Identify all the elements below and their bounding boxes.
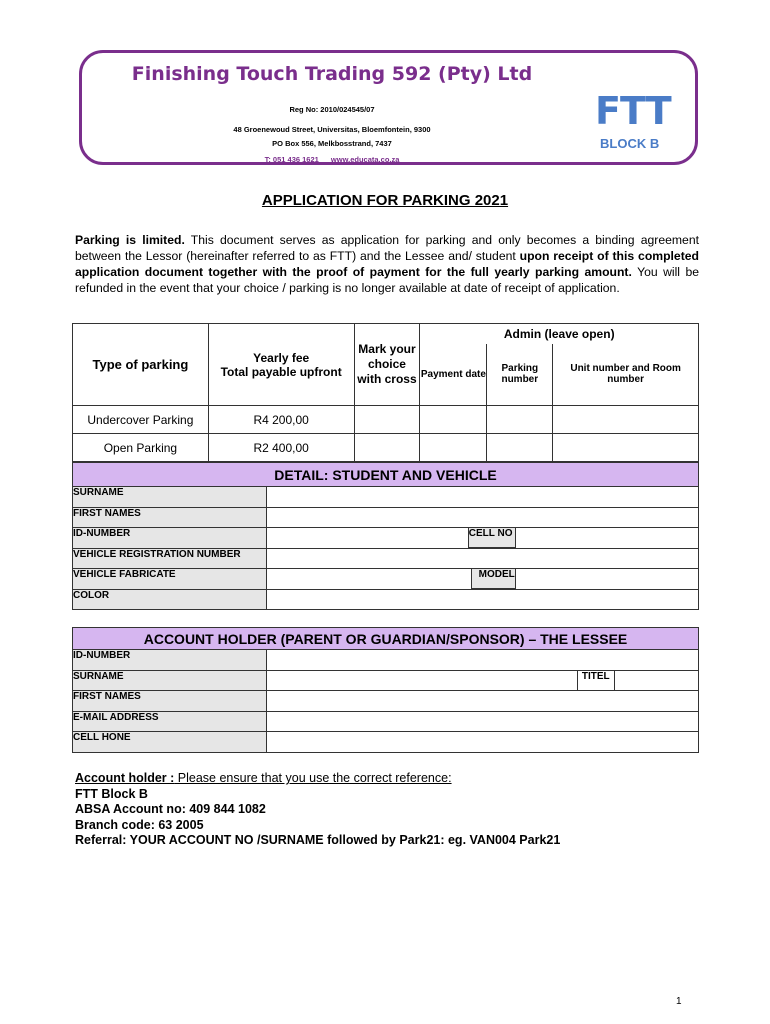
website-link[interactable]: www.educata.co.za xyxy=(330,155,400,164)
parking-table xyxy=(72,323,699,462)
color-label: COLOR xyxy=(73,589,267,610)
parking-number-cell xyxy=(487,434,553,462)
student-form xyxy=(72,486,699,610)
vehicle-reg-field[interactable] xyxy=(266,548,698,569)
account-line-4: Referral: YOUR ACCOUNT NO /SURNAME followed by Park21: eg. VAN004 Park21 xyxy=(75,833,561,847)
col-payment-header: Payment date xyxy=(420,344,487,406)
titel-label: TITEL xyxy=(577,670,615,691)
col-fee-line2: Total payable upfront xyxy=(220,364,342,379)
intro-text-2: You will be refunded in the event that your choice / parking is no longer available at date of receipt of application. xyxy=(75,265,699,295)
cell-no-label: CELL NO xyxy=(468,527,516,548)
reg-number: Reg No: 2010/024545/07 xyxy=(289,105,375,114)
vehicle-reg-label: VEHICLE REGISTRATION NUMBER xyxy=(73,548,267,569)
block-label: BLOCK B xyxy=(600,136,660,151)
contact-line xyxy=(82,155,582,164)
id-number-label: ID-NUMBER xyxy=(73,528,267,549)
intro-bold-2: upon receipt of this completed application document together with the proof of payment for the full yearly parking amount. xyxy=(75,249,699,279)
acc-cell-label: CELL HONE xyxy=(73,732,267,753)
account-holder-label: Account holder : xyxy=(75,771,175,785)
acc-id-number-label: ID-NUMBER xyxy=(73,650,267,671)
table-row xyxy=(73,434,699,462)
company-name: Finishing Touch Trading 592 (Pty) Ltd xyxy=(131,63,533,85)
surname-field[interactable] xyxy=(266,487,698,508)
model-label: MODEL xyxy=(471,568,516,589)
account-info xyxy=(75,771,560,849)
col-fee-header xyxy=(208,324,354,406)
unit-room-cell xyxy=(553,406,699,434)
acc-first-names-label: FIRST NAMES xyxy=(73,691,267,712)
col-unit-header: Unit number and Room number xyxy=(553,344,699,406)
mark-cell[interactable] xyxy=(354,406,420,434)
payment-date-cell xyxy=(420,434,487,462)
first-names-label: FIRST NAMES xyxy=(73,507,267,528)
parking-fee: R4 200,00 xyxy=(208,406,354,434)
account-holder-text: Please ensure that you use the correct reference: xyxy=(174,771,452,785)
student-section-heading: DETAIL: STUDENT AND VEHICLE xyxy=(72,462,699,487)
parking-number-cell xyxy=(487,406,553,434)
col-parking-header: Parking number xyxy=(487,344,553,406)
acc-first-names-field[interactable] xyxy=(266,691,698,712)
parking-type: Open Parking xyxy=(73,434,209,462)
acc-surname-label: SURNAME xyxy=(73,670,267,691)
col-type-header: Type of parking xyxy=(73,324,209,406)
account-holder-line xyxy=(75,771,560,787)
first-names-field[interactable] xyxy=(266,507,698,528)
intro-bold-1: Parking is limited. xyxy=(75,233,185,247)
col-mark-header: Mark your choice with cross xyxy=(354,324,420,406)
table-row xyxy=(73,406,699,434)
account-line-1: FTT Block B xyxy=(75,786,148,801)
parking-type: Undercover Parking xyxy=(73,406,209,434)
postal-address: PO Box 556, Melkbosstrand, 7437 xyxy=(272,139,392,148)
admin-header: Admin (leave open) xyxy=(420,324,699,344)
acc-surname-field[interactable] xyxy=(266,670,698,691)
surname-label: SURNAME xyxy=(73,487,267,508)
acc-cell-field[interactable] xyxy=(266,732,698,753)
account-line-2: ABSA Account no: 409 844 1082 xyxy=(75,802,266,816)
phone: T: 051 436 1621 xyxy=(264,155,319,164)
payment-date-cell xyxy=(420,406,487,434)
col-fee-line1: Yearly fee xyxy=(253,350,310,365)
intro-paragraph xyxy=(75,232,699,296)
acc-email-label: E-MAIL ADDRESS xyxy=(73,711,267,732)
ftt-logo: FTT xyxy=(595,89,671,133)
id-number-field[interactable] xyxy=(266,528,698,549)
account-form xyxy=(72,649,699,753)
vehicle-fab-label: VEHICLE FABRICATE xyxy=(73,569,267,590)
color-field[interactable] xyxy=(266,589,698,610)
account-line-3: Branch code: 63 2005 xyxy=(75,817,204,832)
parking-fee: R2 400,00 xyxy=(208,434,354,462)
mark-cell[interactable] xyxy=(354,434,420,462)
page-number: 1 xyxy=(676,996,682,1007)
intro-text-1: This document serves as application for parking and only becomes a binding agreement between the Lessor (hereinafter referred to as FTT) and the Lessee and/ student xyxy=(75,233,699,263)
unit-room-cell xyxy=(553,434,699,462)
vehicle-fab-field[interactable] xyxy=(266,569,698,590)
acc-email-field[interactable] xyxy=(266,711,698,732)
acc-id-number-field[interactable] xyxy=(266,650,698,671)
account-section-heading: ACCOUNT HOLDER (PARENT OR GUARDIAN/SPONSOR) – THE LESSEE xyxy=(72,627,699,650)
page-title: APPLICATION FOR PARKING 2021 xyxy=(261,192,509,209)
street-address: 48 Groenewoud Street, Universitas, Bloemfontein, 9300 xyxy=(233,125,431,134)
